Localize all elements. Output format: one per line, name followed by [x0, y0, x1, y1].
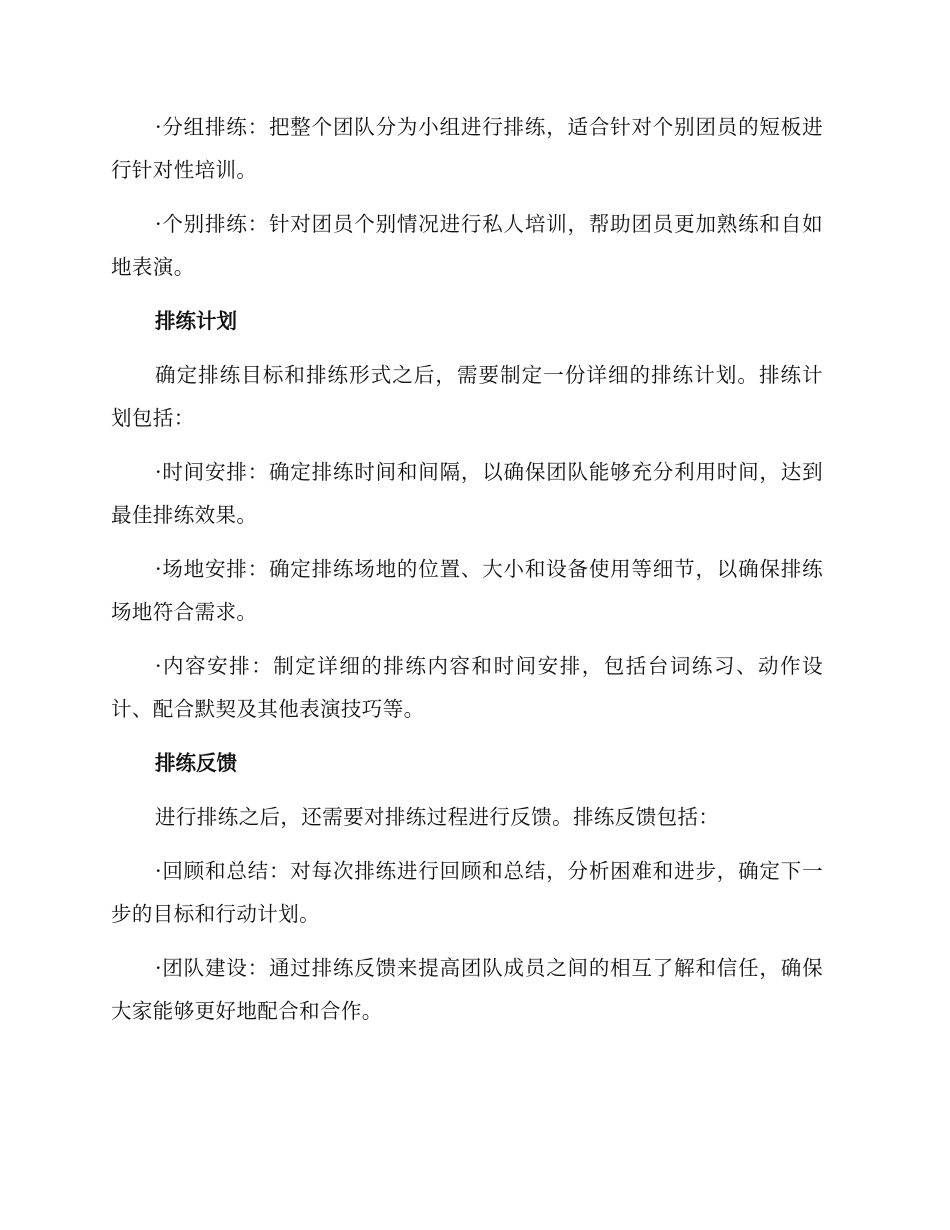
document-page: [111, 106, 823, 1044]
rehearsal-plan-intro: 确定排练目标和排练形式之后，需要制定一份详细的排练计划。排练计划包括：: [111, 363, 823, 430]
bullet-time-arrangement: ·时间安排：确定排练时间和间隔，以确保团队能够充分利用时间，达到最佳排练效果。: [111, 460, 823, 527]
bullet-group-rehearsal: ·分组排练：把整个团队分为小组进行排练，适合针对个别团员的短板进行针对性培训。: [111, 115, 823, 182]
bullet-individual-rehearsal: ·个别排练：针对团员个别情况进行私人培训，帮助团员更加熟练和自如地表演。: [111, 212, 823, 279]
section-heading-rehearsal-plan: 排练计划: [155, 309, 237, 333]
section-heading-rehearsal-feedback: 排练反馈: [155, 751, 237, 775]
bullet-review-summary: ·回顾和总结：对每次排练进行回顾和总结，分析困难和进步，确定下一步的目标和行动计划。: [111, 859, 823, 926]
bullet-team-building: ·团队建设：通过排练反馈来提高团队成员之间的相互了解和信任，确保大家能够更好地配合和合作。: [111, 956, 823, 1023]
rehearsal-feedback-intro: 进行排练之后，还需要对排练过程进行反馈。排练反馈包括：: [155, 805, 720, 829]
bullet-content-arrangement: ·内容安排：制定详细的排练内容和时间安排，包括台词练习、动作设计、配合默契及其他表演技巧等。: [111, 654, 823, 721]
bullet-venue-arrangement: ·场地安排：确定排练场地的位置、大小和设备使用等细节，以确保排练场地符合需求。: [111, 557, 823, 624]
